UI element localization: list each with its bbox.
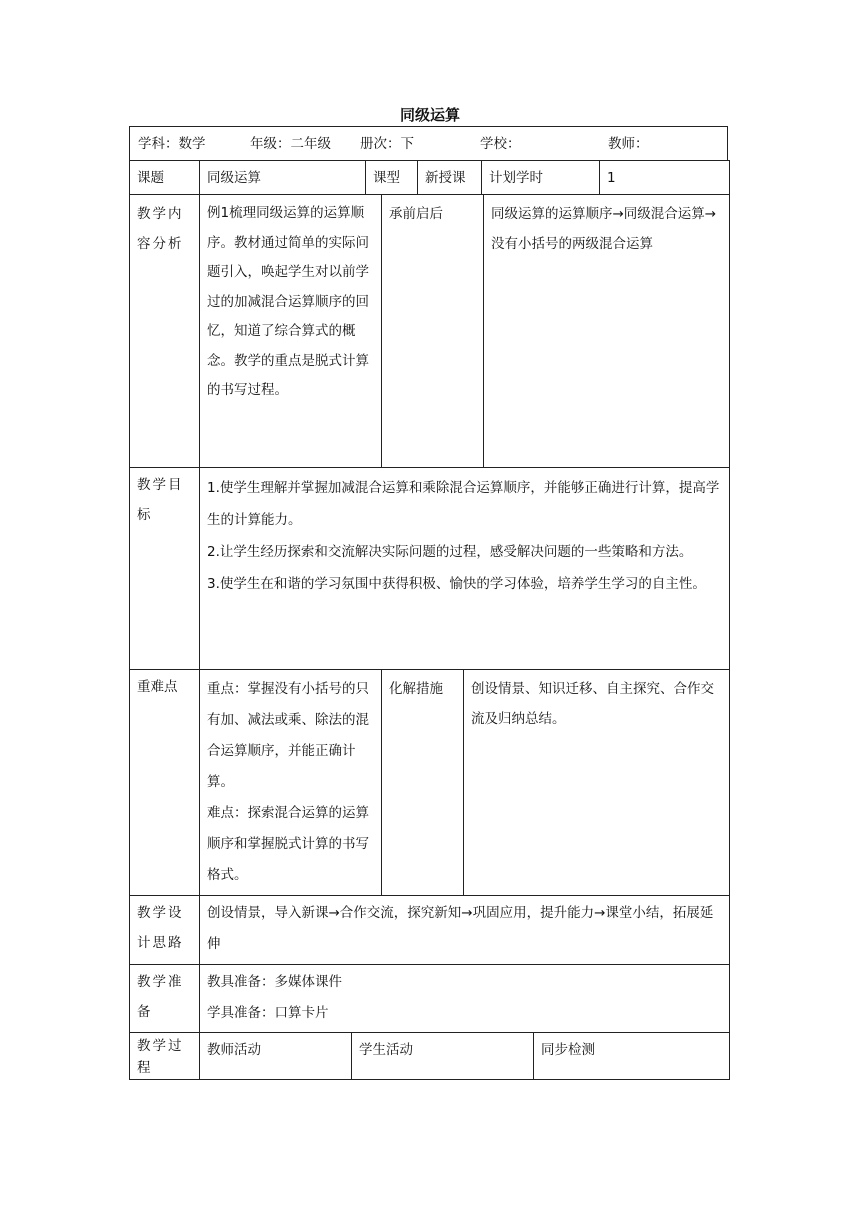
goal-item: 3.使学生在和谐的学习氛围中获得积极、愉快的学习体验，培养学生学习的自主性。 xyxy=(207,576,706,592)
design-row-table xyxy=(129,895,730,965)
sync-check-header: 同步检测 xyxy=(534,1033,730,1080)
process-row-table xyxy=(129,1032,730,1080)
goals-label: 教学目标 xyxy=(130,468,200,670)
lesson-type-label: 课型 xyxy=(366,161,418,195)
content-analysis-text: 例1梳理同级运算的运算顺序。教材通过简单的实际问题引入，唤起学生对以前学过的加减混合运算顺序的回忆，知道了综合算式的概念。教学的重点是脱式计算的书写过程。 xyxy=(200,195,382,468)
student-activity-header: 学生活动 xyxy=(352,1033,534,1080)
continuity-label: 承前启后 xyxy=(382,195,484,468)
goal-item: 2.让学生经历探索和交流解决实际问题的过程，感受解决问题的一些策略和方法。 xyxy=(207,544,693,560)
prep-cell xyxy=(200,965,730,1033)
grade-field: 年级：二年级 xyxy=(250,136,331,152)
continuity-text: 同级运算的运算顺序→同级混合运算→没有小括号的两级混合运算 xyxy=(484,195,730,468)
content-analysis-label: 教学内容分析 xyxy=(130,195,200,468)
difficulty-label: 重难点 xyxy=(130,670,200,896)
goal-item: 1.使学生理解并掌握加减混合运算和乘除混合运算顺序，并能够正确进行计算，提高学生的计算能力。 xyxy=(207,480,720,528)
school-field: 学校： xyxy=(480,136,521,152)
subject-field: 学科：数学 xyxy=(138,136,206,152)
prep-row-table xyxy=(129,964,730,1033)
difficulty-row-table xyxy=(129,669,730,896)
lesson-type-value: 新授课 xyxy=(418,161,482,195)
process-label: 教学过程 xyxy=(130,1033,200,1080)
goals-row-table xyxy=(129,467,730,670)
teacher-activity-header: 教师活动 xyxy=(200,1033,352,1080)
planned-hours-label: 计划学时 xyxy=(482,161,600,195)
difficult-point-text: 难点：探索混合运算的运算顺序和掌握脱式计算的书写格式。 xyxy=(207,805,369,883)
topic-value: 同级运算 xyxy=(200,161,366,195)
resolution-label: 化解措施 xyxy=(382,670,464,896)
prep-label: 教学准备 xyxy=(130,965,200,1033)
difficulty-points xyxy=(200,670,382,896)
document-title: 同级运算 xyxy=(399,106,460,124)
goals-list xyxy=(200,468,730,670)
student-prep-text: 学具准备：口算卡片 xyxy=(207,1005,329,1021)
topic-row-table xyxy=(129,160,730,195)
content-row-table xyxy=(129,194,730,468)
topic-label: 课题 xyxy=(130,161,200,195)
design-text: 创设情景，导入新课→合作交流，探究新知→巩固应用，提升能力→课堂小结，拓展延伸 xyxy=(200,896,730,965)
key-point-text: 重点：掌握没有小括号的只有加、减法或乘、除法的混合运算顺序，并能正确计算。 xyxy=(207,681,369,790)
planned-hours-value: 1 xyxy=(600,161,730,195)
design-label: 教学设计思路 xyxy=(130,896,200,965)
teacher-prep-text: 教具准备：多媒体课件 xyxy=(207,974,342,990)
header-row xyxy=(129,126,728,160)
teacher-field: 教师： xyxy=(608,136,649,152)
volume-field: 册次：下 xyxy=(360,136,414,152)
resolution-text: 创设情景、知识迁移、自主探究、合作交流及归纳总结。 xyxy=(464,670,730,896)
